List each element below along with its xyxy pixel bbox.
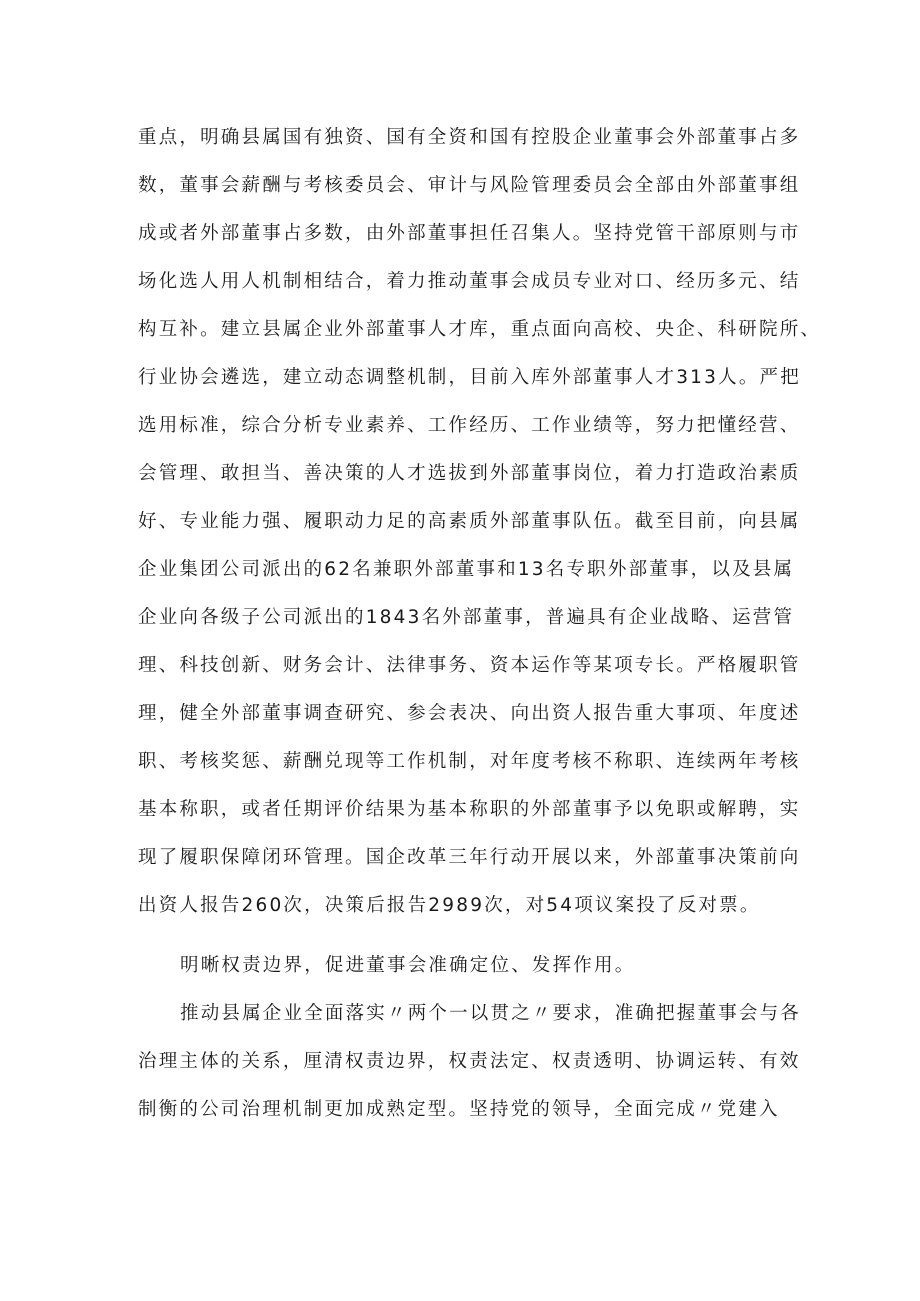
- section-heading: 明晰权责边界，促进董事会准确定位、发挥作用。: [180, 955, 636, 976]
- paragraph-line: 基本称职，或者任期评价结果为基本称职的外部董事予以免职或解聘，实: [138, 799, 801, 820]
- paragraph-line: 成或者外部董事占多数，由外部董事担任召集人。坚持党管干部原则与市: [138, 223, 801, 244]
- paragraph-line: 制衡的公司治理机制更加成熟定型。坚持党的领导，全面完成〃党建入: [138, 1099, 780, 1120]
- paragraph-line: 理，健全外部董事调查研究、参会表决、向出资人报告重大事项、年度述: [138, 703, 801, 724]
- paragraph-line: 好、专业能力强、履职动力足的高素质外部董事队伍。截至目前，向县属: [138, 511, 801, 532]
- paragraph-line: 现了履职保障闭环管理。国企改革三年行动开展以来，外部董事决策前向: [138, 847, 801, 868]
- paragraph-line: 出资人报告260次，决策后报告2989次，对54项议案投了反对票。: [138, 895, 761, 916]
- paragraph-line: 推动县属企业全面落实〃两个一以贯之〃要求，准确把握董事会与各: [180, 1003, 802, 1024]
- paragraph-line: 构互补。建立县属企业外部董事人才库，重点面向高校、央企、科研院所、: [138, 319, 822, 340]
- paragraph-line: 选用标准，综合分析专业素养、工作经历、工作业绩等，努力把懂经营、: [138, 415, 801, 436]
- paragraph-line: 重点，明确县属国有独资、国有全资和国有控股企业董事会外部董事占多: [138, 127, 801, 148]
- paragraph-line: 企业向各级子公司派出的1843名外部董事，普遍具有企业战略、运营管: [138, 607, 795, 628]
- paragraph-line: 数，董事会薪酬与考核委员会、审计与风险管理委员会全部由外部董事组: [138, 175, 801, 196]
- paragraph-line: 企业集团公司派出的62名兼职外部董事和13名专职外部董事，以及县属: [138, 559, 795, 580]
- paragraph-line: 职、考核奖惩、薪酬兑现等工作机制，对年度考核不称职、连续两年考核: [138, 751, 801, 772]
- paragraph-line: 理、科技创新、财务会计、法律事务、资本运作等某项专长。严格履职管: [138, 655, 801, 676]
- paragraph-line: 场化选人用人机制相结合，着力推动董事会成员专业对口、经历多元、结: [138, 271, 801, 292]
- paragraph-line: 会管理、敢担当、善决策的人才选拔到外部董事岗位，着力打造政治素质: [138, 463, 801, 484]
- paragraph-line: 行业协会遴选，建立动态调整机制，目前入库外部董事人才313人。严把: [138, 367, 801, 388]
- paragraph-line: 治理主体的关系，厘清权责边界，权责法定、权责透明、协调运转、有效: [138, 1051, 801, 1072]
